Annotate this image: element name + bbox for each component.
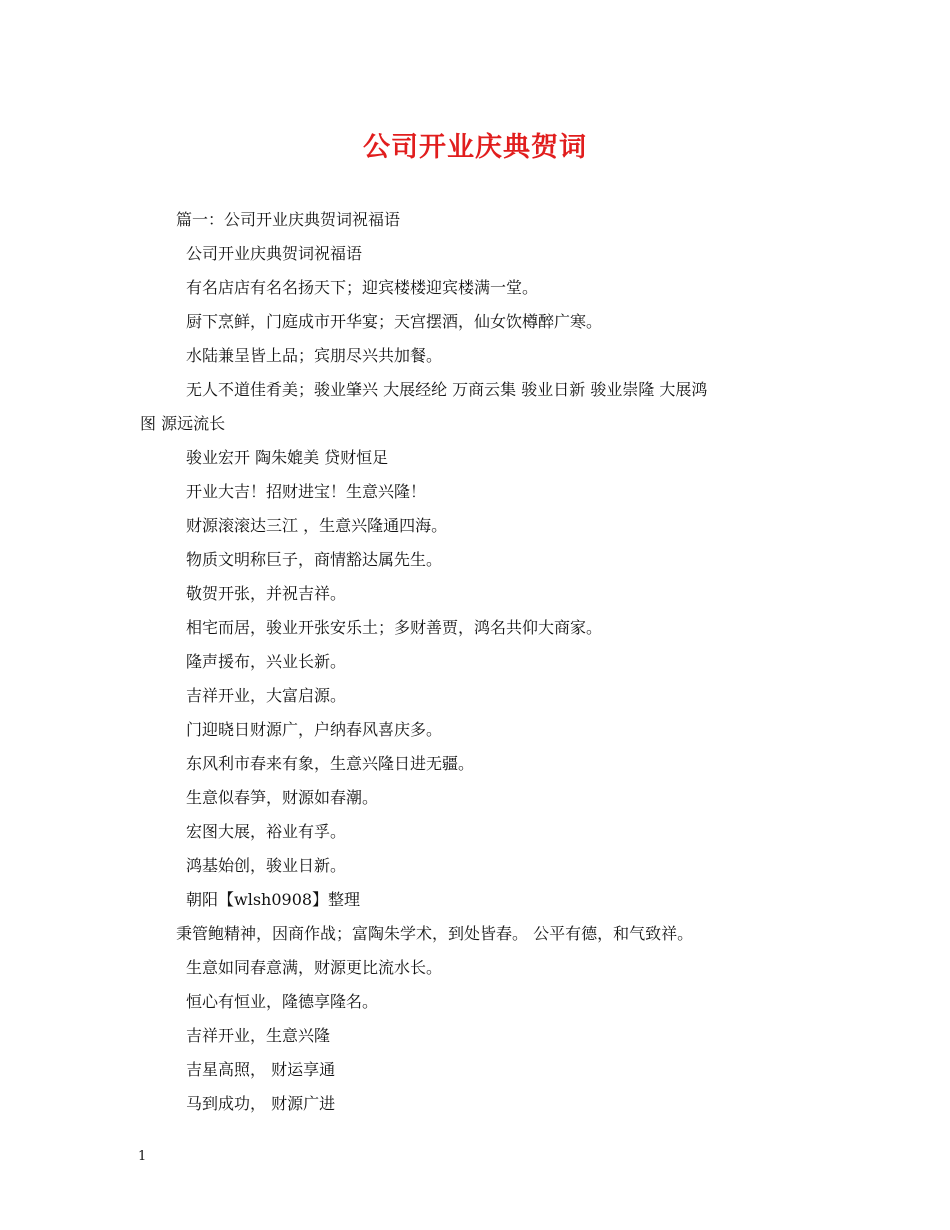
text-line: 隆声援布，兴业长新。 bbox=[186, 652, 347, 671]
text-line: 公司开业庆典贺词祝福语 bbox=[186, 244, 363, 263]
text-line: 恒心有恒业，隆德享隆名。 bbox=[186, 992, 379, 1011]
text-line: 无人不道佳肴美；骏业肇兴 大展经纶 万商云集 骏业日新 骏业崇隆 大展鸿 bbox=[186, 380, 708, 399]
text-line: 门迎晓日财源广，户纳春风喜庆多。 bbox=[186, 720, 443, 739]
text-line: 水陆兼呈皆上品；宾朋尽兴共加餐。 bbox=[186, 346, 443, 365]
text-line: 骏业宏开 陶朱媲美 贷财恒足 bbox=[186, 448, 389, 467]
document-body bbox=[140, 203, 820, 1121]
section-heading: 篇一：公司开业庆典贺词祝福语 bbox=[176, 210, 401, 229]
text-line: 相宅而居，骏业开张安乐土；多财善贾，鸿名共仰大商家。 bbox=[186, 618, 603, 637]
text-line: 厨下烹鲜，门庭成市开华宴；天宫摆酒，仙女饮樽醉广寒。 bbox=[186, 312, 603, 331]
text-line: 朝阳【wlsh0908】整理 bbox=[186, 890, 361, 909]
text-line: 东风利市春来有象，生意兴隆日进无疆。 bbox=[186, 754, 475, 773]
text-line: 敬贺开张，并祝吉祥。 bbox=[186, 584, 347, 603]
text-line: 秉管鲍精神，因商作战；富陶朱学术，到处皆春。 公平有德，和气致祥。 bbox=[176, 924, 694, 943]
text-line: 生意似春笋，财源如春潮。 bbox=[186, 788, 379, 807]
text-line: 物质文明称巨子，商情豁达属先生。 bbox=[186, 550, 443, 569]
text-line-continuation: 图 源远流长 bbox=[140, 414, 226, 433]
text-line: 吉祥开业，生意兴隆 bbox=[186, 1026, 331, 1045]
text-line: 财源滚滚达三江 ，生意兴隆通四海。 bbox=[186, 516, 448, 535]
text-line: 生意如同春意满，财源更比流水长。 bbox=[186, 958, 443, 977]
text-line: 宏图大展，裕业有孚。 bbox=[186, 822, 347, 841]
text-line: 有名店店有名名扬天下；迎宾楼楼迎宾楼满一堂。 bbox=[186, 278, 539, 297]
text-line: 开业大吉！招财进宝！生意兴隆！ bbox=[186, 482, 427, 501]
text-line: 吉星高照， 财运享通 bbox=[186, 1060, 336, 1079]
document-title: 公司开业庆典贺词 bbox=[363, 132, 587, 163]
text-line: 吉祥开业，大富启源。 bbox=[186, 686, 347, 705]
page-number: 1 bbox=[138, 1149, 147, 1164]
text-line: 鸿基始创，骏业日新。 bbox=[186, 856, 347, 875]
text-line: 马到成功， 财源广进 bbox=[186, 1094, 336, 1113]
